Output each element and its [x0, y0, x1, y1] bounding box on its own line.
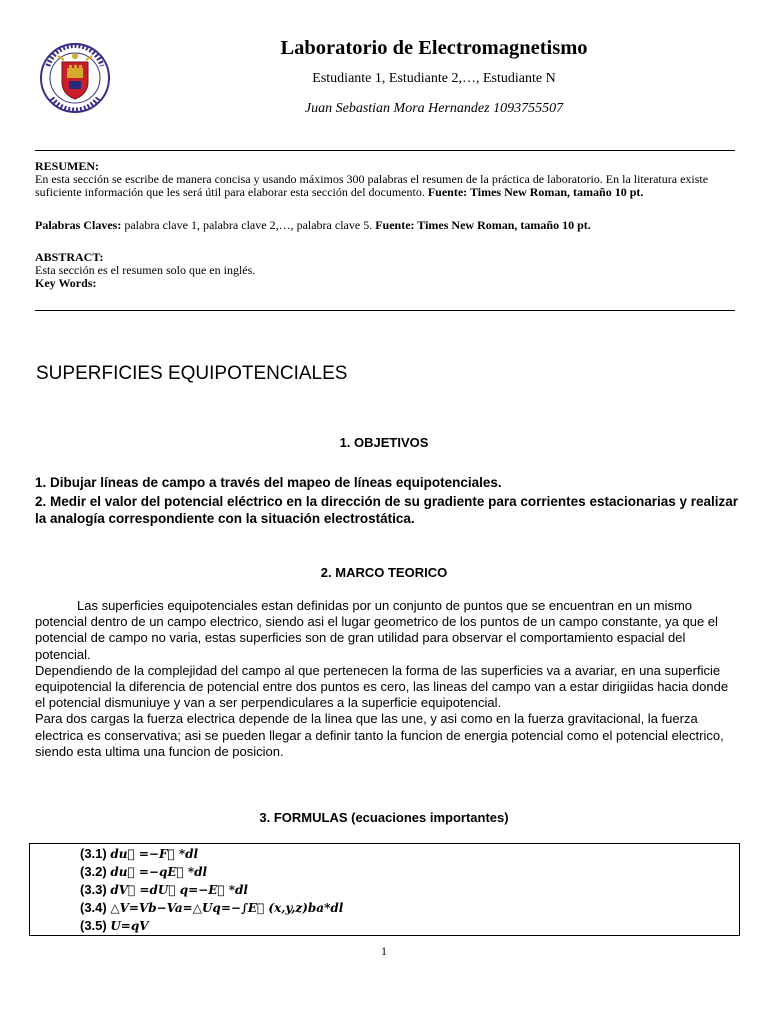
- marco-paragraph: Dependiendo de la complejidad del campo al que pertenecen la forma de las superficies va a avariar, en una superficie equipotencial la diferencia de potencial entre dos puntos es cero, las lineas del campo van a estar dirigiidas hacia donde el potencial dismuniuye y van a ser perpendiculares a la superficie equipotencial.: [35, 662, 729, 711]
- formula-number: (3.5): [80, 918, 111, 933]
- abstract-text: Esta sección es el resumen solo que en inglés.: [35, 263, 256, 277]
- page-number: 1: [381, 944, 387, 958]
- resumen-section: [35, 160, 740, 199]
- objetivo-item: 1. Dibujar líneas de campo a través del mapeo de líneas equipotenciales.: [35, 475, 502, 490]
- main-title: SUPERFICIES EQUIPOTENCIALES: [36, 363, 348, 384]
- formula-expression: du⃡ =−F⃡ *dl: [110, 847, 199, 861]
- formula-number: (3.4): [80, 900, 111, 915]
- divider-bottom: [35, 310, 735, 311]
- formula-expression: du⃡ =−qE⃡ *dl: [110, 865, 208, 879]
- objetivos-heading: 1. OBJETIVOS: [339, 435, 429, 450]
- resumen-font-note: Fuente: Times New Roman, tamaño 10 pt.: [427, 185, 644, 199]
- objetivo-item: 2. Medir el valor del potencial eléctrico en la dirección de su gradiente para corrientes estacionarias y realizar la analogía correspondiente con la situación electrostática.: [35, 494, 739, 526]
- formula-line: [80, 899, 343, 917]
- palabras-claves-label: Palabras Claves:: [35, 218, 122, 232]
- formula-expression: dV⃡ =dU⃡ q=−E⃡ *dl: [110, 883, 248, 897]
- author-line: Juan Sebastian Mora Hernandez 1093755507: [304, 101, 564, 116]
- palabras-claves-font-note: Fuente: Times New Roman, tamaño 10 pt.: [375, 218, 591, 232]
- marco-paragraph: Las superficies equipotenciales estan definidas por un conjunto de puntos que se encuentran en un mismo potencial dentro de un campo electrico, siendo asi el lugar geometrico de los puntos de un campo constante, ya que el potencial de campo no varia, estas superficies son de gran utilidad para observar el comportamiento espacial del potencial.: [35, 598, 718, 662]
- formulas-box: [29, 843, 740, 936]
- formulas-heading: 3. FORMULAS (ecuaciones importantes): [259, 810, 509, 825]
- abstract-heading: ABSTRACT:: [35, 250, 104, 264]
- formula-line: [80, 863, 207, 881]
- formula-line: [80, 845, 198, 863]
- formula-expression: U=qV: [110, 919, 149, 933]
- marco-heading: 2. MARCO TEORICO: [320, 565, 448, 580]
- document-title: Laboratorio de Electromagnetismo: [280, 37, 588, 59]
- palabras-claves: [35, 219, 740, 232]
- formula-line: [80, 917, 149, 935]
- resumen-heading: RESUMEN:: [35, 159, 100, 173]
- resumen-body: [35, 173, 740, 199]
- formula-line: [80, 881, 248, 899]
- abstract-section: [35, 251, 740, 290]
- marco-paragraph: Para dos cargas la fuerza electrica depende de la linea que las une, y asi como en la fuerza gravitacional, la fuerza electrica es conservativa; asi se pueden llegar a definir tanto la funcion de energia potencial como el potencial electrico, siendo esta ultima una funcion de posicion.: [35, 711, 724, 759]
- students-line: Estudiante 1, Estudiante 2,…, Estudiante N: [312, 71, 556, 86]
- palabras-claves-text: palabra clave 1, palabra clave 2,…, palabra clave 5.: [121, 218, 376, 232]
- key-words-label: Key Words:: [35, 276, 97, 290]
- formula-number: (3.3): [80, 882, 111, 897]
- divider-top: [35, 150, 735, 151]
- formula-number: (3.2): [80, 864, 111, 879]
- formula-number: (3.1): [80, 846, 111, 861]
- resumen-text: En esta sección se escribe de manera concisa y usando máximos 300 palabras el resumen de la práctica de laboratorio. En la literatura existe suficiente información que les será útil para elaborar esta sección del documento.: [35, 172, 709, 199]
- marco-body: [35, 598, 735, 760]
- objetivos-list: [35, 474, 740, 527]
- formula-expression: △V=Vb−Va=△Uq=−∫E⃡ (x,y,z)ba*dl: [110, 901, 344, 915]
